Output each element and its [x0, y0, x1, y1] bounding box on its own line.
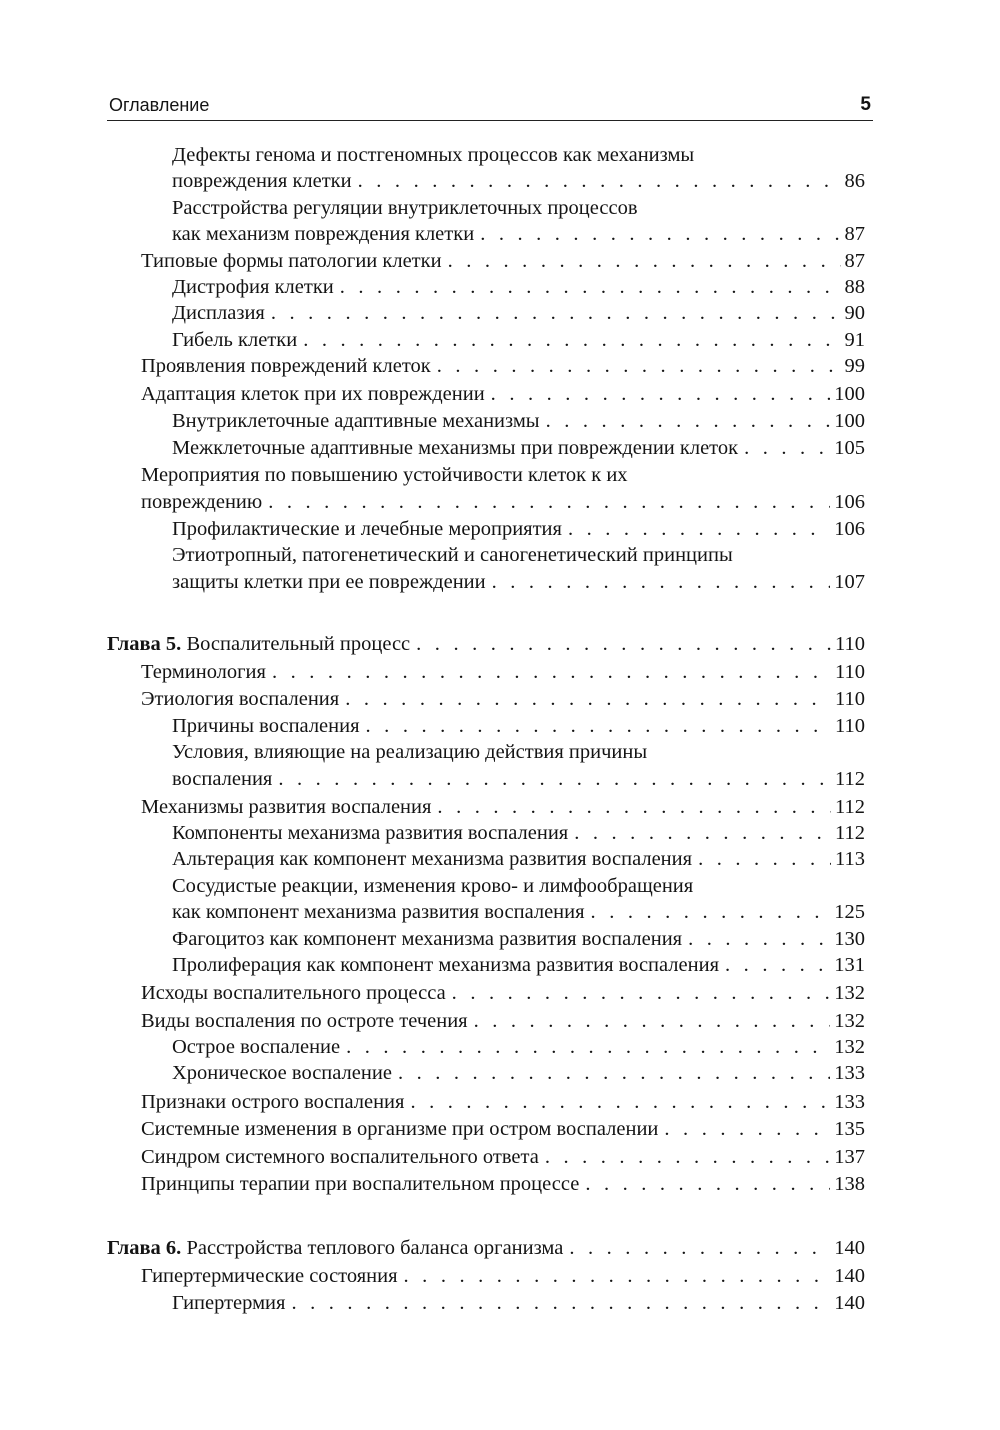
- toc-entry[interactable]: [172, 899, 865, 925]
- chapter-label: Глава 6.: [107, 1237, 182, 1259]
- toc-entry-title: [107, 631, 410, 657]
- toc-entry[interactable]: [172, 408, 865, 434]
- toc-entry[interactable]: [172, 274, 865, 300]
- toc-page-number: 110: [835, 633, 865, 655]
- dot-leader: [492, 569, 831, 595]
- toc-entry-title: Профилактические и лечебные мероприятия: [172, 518, 562, 540]
- toc-entry[interactable]: [141, 381, 865, 407]
- toc-entry-title: Гибель клетки: [172, 329, 298, 351]
- toc-page-number: 87: [844, 223, 865, 245]
- toc-page-number: 133: [834, 1062, 865, 1084]
- toc-page-number: 100: [834, 383, 865, 405]
- toc-chapter-entry[interactable]: [107, 1235, 865, 1261]
- toc-page-number: 105: [834, 437, 865, 459]
- dot-leader: [569, 1235, 830, 1261]
- dot-leader: [416, 631, 831, 657]
- dot-leader: [291, 1290, 830, 1316]
- toc-entry-title: Фагоцитоз как компонент механизма развития воспаления: [172, 928, 683, 950]
- dot-leader: [448, 248, 841, 274]
- dot-leader: [744, 435, 830, 461]
- toc-entry[interactable]: [141, 1263, 865, 1289]
- toc-entry[interactable]: [141, 1089, 865, 1115]
- toc-entry[interactable]: [172, 300, 865, 326]
- toc-entry[interactable]: [172, 820, 865, 846]
- dot-leader: [591, 899, 831, 925]
- toc-entry-title: Дисплазия: [172, 302, 265, 324]
- toc-page-number: 125: [834, 901, 865, 923]
- toc-entry-title: Принципы терапии при воспалительном процессе: [141, 1173, 580, 1195]
- dot-leader: [346, 1034, 830, 1060]
- toc-entry[interactable]: [172, 1290, 865, 1316]
- toc-page-number: 110: [835, 688, 865, 710]
- toc-entry-title: Хроническое воспаление: [172, 1062, 392, 1084]
- toc-page-number: 91: [844, 329, 865, 351]
- toc-entry-title: Синдром системного воспалительного ответа: [141, 1146, 539, 1168]
- page-number: 5: [860, 94, 871, 115]
- toc-entry-title: Адаптация клеток при их повреждении: [141, 383, 485, 405]
- toc-entry-line: Условия, влияющие на реализацию действия причины: [172, 741, 648, 763]
- dot-leader: [404, 1263, 831, 1289]
- toc-page-number: 110: [835, 661, 865, 683]
- toc-page-number: 132: [834, 982, 865, 1004]
- toc-page-number: 133: [834, 1091, 865, 1113]
- toc-page-number: 99: [844, 355, 865, 377]
- dot-leader: [474, 1008, 831, 1034]
- toc-entry[interactable]: [141, 1008, 865, 1034]
- dot-leader: [345, 686, 831, 712]
- toc-entry-title: Дистрофия клетки: [172, 276, 334, 298]
- toc-page-number: 137: [834, 1146, 865, 1168]
- toc-entry[interactable]: [172, 713, 865, 739]
- dot-leader: [664, 1116, 830, 1142]
- toc-page-number: 112: [835, 822, 865, 844]
- dot-leader: [568, 516, 830, 542]
- toc-page-number: 130: [834, 928, 865, 950]
- toc-entry-title: как компонент механизма развития воспаления: [172, 901, 585, 923]
- toc-entry[interactable]: [141, 1144, 865, 1170]
- dot-leader: [437, 353, 841, 379]
- toc-page-number: 90: [844, 302, 865, 324]
- toc-entry-title: Терминология: [141, 661, 266, 683]
- toc-page-number: 113: [835, 848, 865, 870]
- toc-entry-title: Исходы воспалительного процесса: [141, 982, 446, 1004]
- toc-entry-line: Этиотропный, патогенетический и саногенетический принципы: [172, 544, 733, 566]
- toc-entry-title: Пролиферация как компонент механизма развития воспаления: [172, 954, 720, 976]
- toc-entry-title: защиты клетки при ее повреждении: [172, 571, 486, 593]
- toc-entry[interactable]: [141, 686, 865, 712]
- toc-entry-title: Системные изменения в организме при остром воспалении: [141, 1118, 659, 1140]
- dot-leader: [452, 980, 831, 1006]
- toc-entry[interactable]: [141, 980, 865, 1006]
- toc-page-number: 138: [834, 1173, 865, 1195]
- dot-leader: [725, 952, 830, 978]
- toc-page-number: 140: [834, 1292, 865, 1314]
- toc-entry-title: Причины воспаления: [172, 715, 360, 737]
- dot-leader: [271, 300, 841, 326]
- toc-page-number: 106: [834, 518, 865, 540]
- dot-leader: [366, 713, 831, 739]
- toc-page-number: 131: [834, 954, 865, 976]
- toc-entry[interactable]: [141, 794, 865, 820]
- toc-entry[interactable]: [141, 353, 865, 379]
- toc-entry-title: повреждению: [141, 491, 263, 513]
- dot-leader: [358, 168, 841, 194]
- toc-entry[interactable]: [172, 766, 865, 792]
- chapter-label: Глава 5.: [107, 633, 182, 655]
- toc-entry-title: Внутриклеточные адаптивные механизмы: [172, 410, 540, 432]
- running-header-title: Оглавление: [109, 95, 210, 115]
- dot-leader: [303, 327, 840, 353]
- toc-entry-title: как механизм повреждения клетки: [172, 223, 475, 245]
- toc-page-number: 112: [835, 768, 865, 790]
- dot-leader: [272, 659, 831, 685]
- toc-entry[interactable]: [141, 659, 865, 685]
- dot-leader: [268, 489, 830, 515]
- toc-page-number: 132: [834, 1010, 865, 1032]
- chapter-title: Воспалительный процесс: [186, 633, 411, 655]
- toc-entry-title: Механизмы развития воспаления: [141, 796, 432, 818]
- toc-entry[interactable]: [172, 516, 865, 542]
- toc-entry-title: Гипертермия: [172, 1292, 286, 1314]
- toc-page-number: 86: [844, 170, 865, 192]
- toc-entry-line: Сосудистые реакции, изменения крово- и лимфообращения: [172, 875, 694, 897]
- toc-entry[interactable]: [172, 435, 865, 461]
- dot-leader: [688, 926, 830, 952]
- dot-leader: [574, 820, 831, 846]
- toc-entry-line: Дефекты генома и постгеномных процессов как механизмы: [172, 144, 695, 166]
- dot-leader: [398, 1060, 830, 1086]
- toc-page-number: 88: [844, 276, 865, 298]
- toc-entry-title: Гипертермические состояния: [141, 1265, 398, 1287]
- dot-leader: [545, 1144, 830, 1170]
- toc-page-number: 100: [834, 410, 865, 432]
- toc-page-number: 110: [835, 715, 865, 737]
- dot-leader: [491, 381, 831, 407]
- toc-entry[interactable]: [172, 952, 865, 978]
- toc-entry[interactable]: [141, 248, 865, 274]
- toc-page-number: 135: [834, 1118, 865, 1140]
- dot-leader: [546, 408, 831, 434]
- toc-entry-line: Расстройства регуляции внутриклеточных процессов: [172, 197, 638, 219]
- toc-entry-title: Типовые формы патологии клетки: [141, 250, 442, 272]
- dot-leader: [585, 1171, 830, 1197]
- toc-entry[interactable]: [172, 327, 865, 353]
- toc-entry[interactable]: [172, 846, 865, 872]
- toc-page-number: 140: [834, 1265, 865, 1287]
- dot-leader: [480, 221, 840, 247]
- dot-leader: [698, 846, 831, 872]
- toc-entry-title: Межклеточные адаптивные механизмы при повреждении клеток: [172, 437, 739, 459]
- toc-entry-title: Виды воспаления по остроте течения: [141, 1010, 468, 1032]
- toc-entry[interactable]: [141, 1116, 865, 1142]
- toc-entry[interactable]: [172, 168, 865, 194]
- toc-entry-title: [107, 1235, 563, 1261]
- toc-page-number: 132: [834, 1036, 865, 1058]
- toc-entry-title: воспаления: [172, 768, 273, 790]
- toc-page-number: 112: [835, 796, 865, 818]
- toc-entry[interactable]: [141, 489, 865, 515]
- toc-entry[interactable]: [172, 926, 865, 952]
- toc-entry[interactable]: [172, 569, 865, 595]
- toc-entry[interactable]: [172, 1034, 865, 1060]
- toc-page-number: 106: [834, 491, 865, 513]
- toc-entry[interactable]: [172, 1060, 865, 1086]
- toc-entry-title: Острое воспаление: [172, 1036, 341, 1058]
- running-header: [107, 94, 873, 121]
- chapter-title: Расстройства теплового баланса организма: [186, 1237, 564, 1259]
- toc-entry[interactable]: [141, 1171, 865, 1197]
- dot-leader: [437, 794, 831, 820]
- toc-entry-title: Компоненты механизма развития воспаления: [172, 822, 569, 844]
- dot-leader: [410, 1089, 830, 1115]
- dot-leader: [278, 766, 831, 792]
- toc-page-number: 140: [834, 1237, 865, 1259]
- toc-entry-title: Альтерация как компонент механизма развития воспаления: [172, 848, 693, 870]
- toc-page-number: 87: [844, 250, 865, 272]
- toc-chapter-entry[interactable]: [107, 631, 865, 657]
- toc-entry[interactable]: [172, 221, 865, 247]
- toc-entry-title: Проявления повреждений клеток: [141, 355, 431, 377]
- toc-page-number: 107: [834, 571, 865, 593]
- toc-entry-title: Этиология воспаления: [141, 688, 340, 710]
- toc-entry-line: Мероприятия по повышению устойчивости клеток к их: [141, 464, 628, 486]
- toc-entry-title: повреждения клетки: [172, 170, 352, 192]
- toc-entry-title: Признаки острого воспаления: [141, 1091, 405, 1113]
- dot-leader: [340, 274, 841, 300]
